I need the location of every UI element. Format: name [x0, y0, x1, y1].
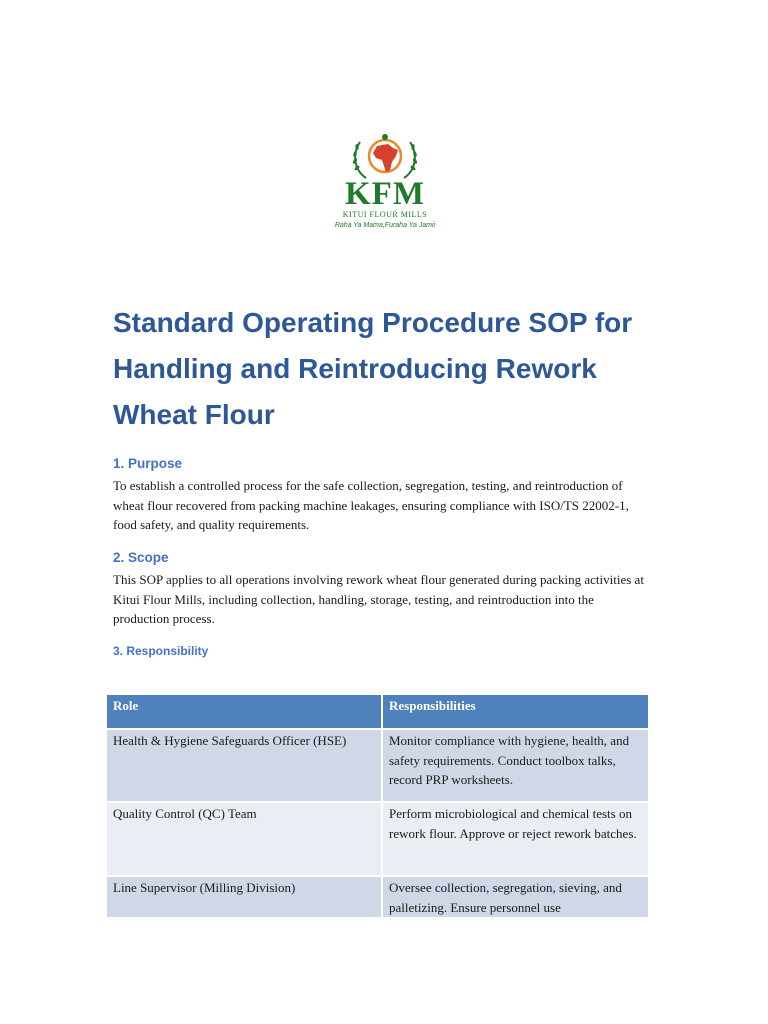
- responsibilities-cell: Perform microbiological and chemical tests on rework flour. Approve or reject rework batches.: [382, 802, 648, 876]
- section-body-purpose: To establish a controlled process for the safe collection, segregation, testing, and reintroduction of wheat flour recovered from packing machine leakages, ensuring compliance with ISO/TS 22002-1, food safety, and quality requirements.: [113, 478, 629, 532]
- role-cell: Health & Hygiene Safeguards Officer (HSE): [107, 729, 382, 802]
- section-heading-scope: 2. Scope: [113, 550, 169, 565]
- table-row: [107, 729, 648, 802]
- table-row: [107, 802, 648, 876]
- table-row: [107, 876, 648, 917]
- section-heading-purpose: 1. Purpose: [113, 456, 183, 471]
- table-header-row: [107, 695, 648, 729]
- africa-emblem-icon: [330, 132, 440, 182]
- column-header-responsibilities: Responsibilities: [382, 695, 648, 729]
- responsibilities-cell: Monitor compliance with hygiene, health, and safety requirements. Conduct toolbox talks, record PRP worksheets.: [382, 729, 648, 802]
- section-body-scope: This SOP applies to all operations involving rework wheat flour generated during packing activities at Kitui Flour Mills, including collection, handling, storage, testing, and reintroduction into the production process.: [113, 572, 644, 626]
- logo-tagline: Raha Ya Mama,Furaha Ya Jamii: [334, 222, 436, 229]
- logo-company-name: KITUI FLOUR MILLS: [342, 210, 428, 219]
- logo-brand-text: KFM: [345, 176, 425, 212]
- document-title: Standard Operating Procedure SOP for Handling and Reintroducing Rework Wheat Flour: [113, 307, 633, 430]
- section-heading-responsibility: 3. Responsibility: [113, 644, 209, 658]
- company-logo: [330, 132, 440, 234]
- responsibilities-cell: Oversee collection, segregation, sieving, and palletizing. Ensure personnel use: [382, 876, 648, 917]
- column-header-role: Role: [107, 695, 382, 729]
- responsibility-table: [107, 695, 648, 917]
- role-cell: Quality Control (QC) Team: [107, 802, 382, 876]
- role-cell: Line Supervisor (Milling Division): [107, 876, 382, 917]
